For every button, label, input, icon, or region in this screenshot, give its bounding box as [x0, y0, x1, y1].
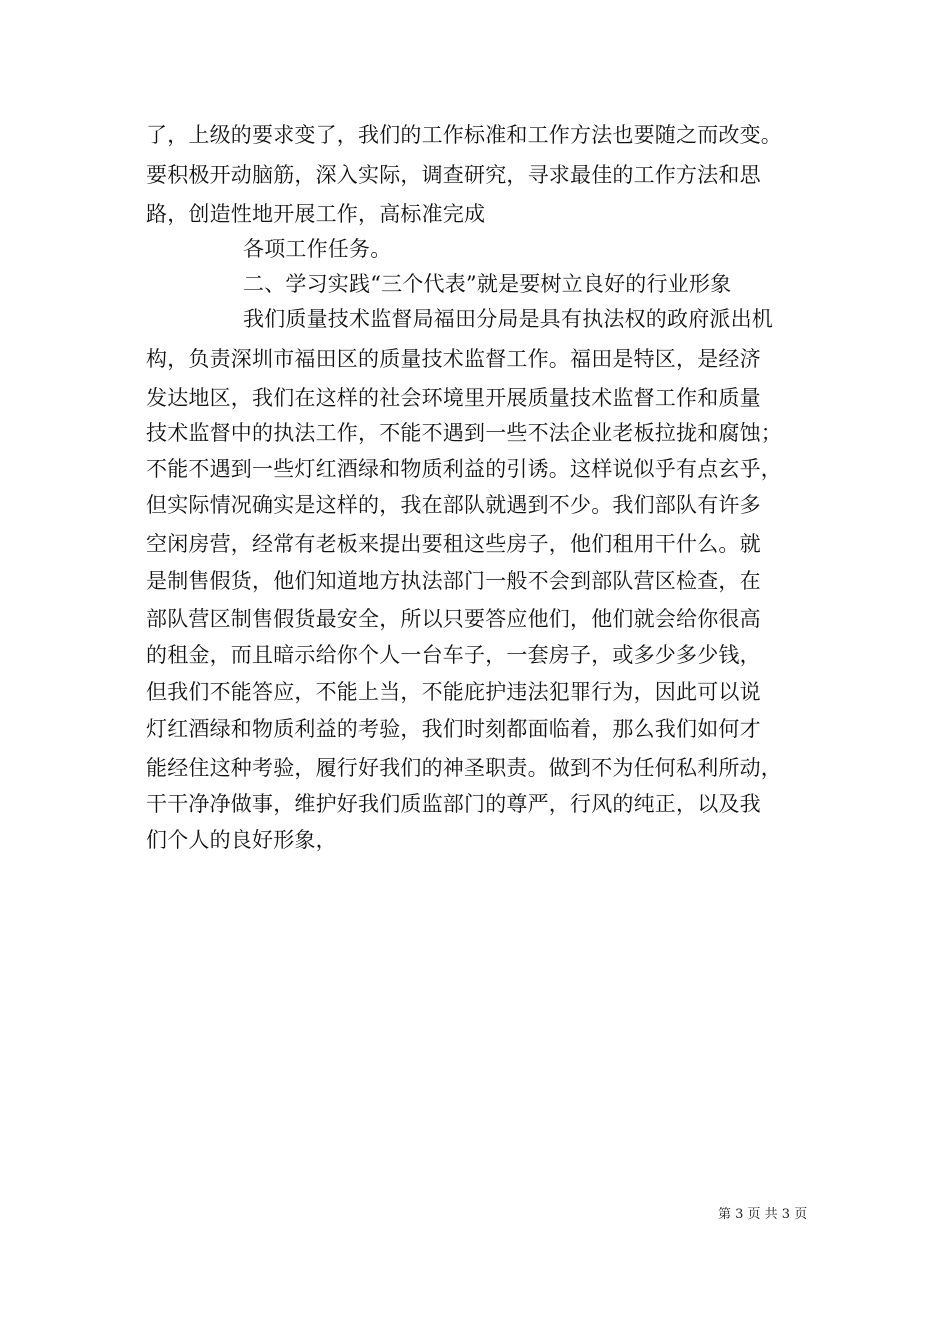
body-text-line: 但实际情况确实是这样的，我在部队就遇到不少。我们部队有许多	[146, 493, 761, 517]
body-text-line: 发达地区，我们在这样的社会环境里开展质量技术监督工作和质量	[146, 386, 761, 410]
body-text-line: 各项工作任务。	[243, 237, 392, 261]
section-heading: 二、学习实践“三个代表”就是要树立良好的行业形象	[243, 272, 732, 296]
page-number: 第 3 页 共 3 页	[718, 1207, 808, 1222]
body-text-line: 构，负责深圳市福田区的质量技术监督工作。福田是特区，是经济	[146, 347, 761, 371]
body-text-line: 了，上级的要求变了，我们的工作标准和工作方法也要随之而改变。	[146, 123, 782, 147]
body-text-line: 我们质量技术监督局福田分局是具有执法权的政府派出机	[243, 307, 773, 331]
body-text-line: 干干净净做事，维护好我们质监部门的尊严，行风的纯正，以及我	[146, 792, 761, 816]
body-text-line: 是制售假货，他们知道地方执法部门一般不会到部队营区检查，在	[146, 569, 761, 593]
body-text-line: 要积极开动脑筋，深入实际，调查研究，寻求最佳的工作方法和思	[146, 163, 761, 187]
body-text-line: 空闲房营，经常有老板来提出要租这些房子，他们租用干什么。就	[146, 532, 761, 556]
body-text-line: 不能不遇到一些灯红酒绿和物质利益的引诱。这样说似乎有点玄乎，	[146, 457, 782, 481]
body-text-line: 的租金，而且暗示给你个人一台车子，一套房子，或多少多少钱，	[146, 643, 761, 667]
body-text-line: 路，创造性地开展工作，高标准完成	[146, 202, 486, 226]
body-text-line: 但我们不能答应，不能上当，不能庇护违法犯罪行为，因此可以说	[146, 680, 761, 704]
body-text-line: 们个人的良好形象，	[146, 828, 337, 852]
body-text-line: 技术监督中的执法工作，不能不遇到一些不法企业老板拉拢和腐蚀；	[146, 421, 782, 445]
body-text-line: 能经住这种考验，履行好我们的神圣职责。做到不为任何私利所动，	[146, 756, 782, 780]
body-text-line: 灯红酒绿和物质利益的考验，我们时刻都面临着，那么我们如何才	[146, 717, 761, 741]
body-text-line: 部队营区制售假货最安全，所以只要答应他们，他们就会给你很高	[146, 607, 761, 631]
